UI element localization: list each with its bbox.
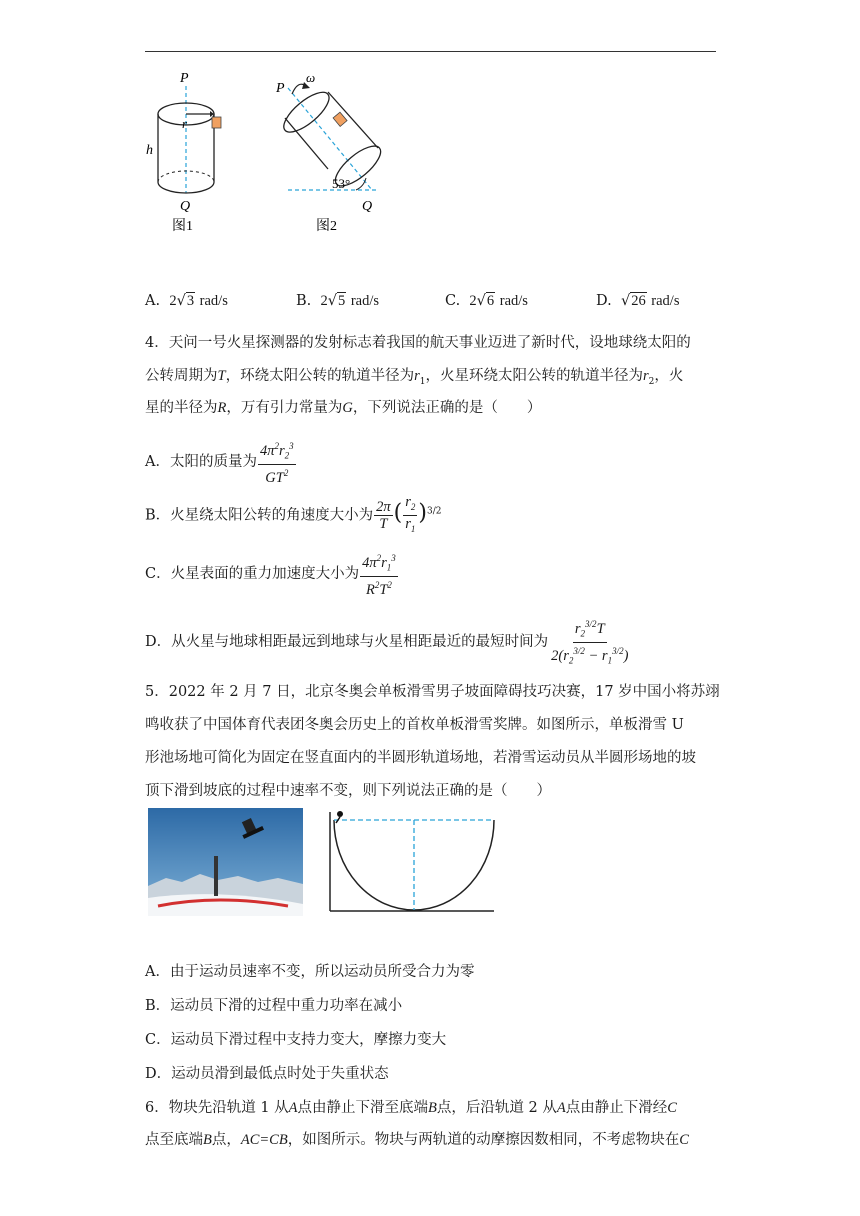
fig2-label-angle: 53° — [332, 176, 351, 191]
q5-option-b[interactable]: B．运动员下滑的过程中重力功率在减小 — [145, 998, 403, 1014]
q4-option-a[interactable]: A．太阳的质量为 $\frac{4\pi^2r_2^3}{GT^2}$ — [145, 438, 297, 486]
q3-option-c[interactable]: C. 2√6 rad/s — [445, 293, 528, 309]
q4-stem-line-2: 公转周期为T，环绕太阳公转的轨道半径为$r_1$，火星环绕太阳公转的轨道半径为$r_2$，火 — [145, 368, 684, 387]
fig1-caption: 图1 — [172, 219, 193, 234]
fig1-label-p: P — [180, 71, 189, 86]
halfpipe-diagram — [322, 808, 498, 916]
figure-2-tilted-cylinder — [275, 70, 387, 234]
q4-option-b[interactable]: B．火星绕太阳公转的角速度大小为 $\frac{2\pi}{T}$ ( $\frac{r_2}{r_1}$ )$^{3/2}$ — [145, 494, 442, 534]
q5-stem-line-4: 顶下滑到坡底的过程中速率不变，则下列说法正确的是（ ） — [145, 783, 551, 799]
q3-option-b[interactable]: B. 2√5 rad/s — [296, 293, 380, 309]
q3-figures — [140, 68, 400, 240]
q4-option-c[interactable]: C．火星表面的重力加速度大小为 $\frac{4\pi^2r_1^3}{R^2T^2}$ — [145, 550, 399, 598]
fig1-label-q: Q — [180, 199, 191, 214]
q6-stem-line-1: 6．物块先沿轨道 1 从A点由静止下滑至底端B点，后沿轨道 2 从A点由静止下滑经C — [145, 1100, 677, 1116]
q6-stem-line-2: 点至底端B点，AC=CB，如图所示。物块与两轨道的动摩擦因数相同，不考虑物块在C — [145, 1132, 689, 1148]
header-rule — [145, 51, 716, 52]
fig2-label-omega: ω — [306, 70, 316, 85]
q5-option-d[interactable]: D．运动员滑到最低点时处于失重状态 — [145, 1066, 389, 1082]
fig1-label-r: r — [182, 116, 188, 131]
snowboard-photo — [148, 808, 303, 916]
fig2-caption: 图2 — [316, 219, 337, 234]
q4-stem-line-3: 星的半径为R，万有引力常量为G，下列说法正确的是（ ） — [145, 400, 542, 416]
q5-stem-line-3: 形池场地可简化为固定在竖直面内的半圆形轨道场地，若滑雪运动员从半圆形场地的坡 — [145, 750, 696, 766]
q5-stem-line-1: 5．2022 年 2 月 7 日，北京冬奥会单板滑雪男子坡面障碍技巧决赛，17 岁中国小将苏翊 — [145, 684, 720, 700]
q4-option-d[interactable]: D．从火星与地球相距最远到地球与火星相距最近的最短时间为 $\frac{r_2^{3/2}T}{2(r_2^{3/2} - r_1^{3/2})}$ — [145, 616, 631, 668]
fig1-label-h: h — [146, 143, 153, 158]
figure-1-cylinder — [146, 71, 221, 234]
fig2-label-p: P — [276, 81, 285, 96]
q5-option-c[interactable]: C．运动员下滑过程中支持力变大，摩擦力变大 — [145, 1032, 447, 1048]
q3-option-d[interactable]: D. √26 rad/s — [596, 293, 680, 309]
q5-stem-line-2: 鸣收获了中国体育代表团冬奥会历史上的首枚单板滑雪奖牌。如图所示，单板滑雪 U — [145, 717, 684, 733]
q3-option-a[interactable]: A. 2√3 rad/s — [145, 293, 228, 309]
q4-stem-line-1: 4．天问一号火星探测器的发射标志着我国的航天事业迈进了新时代，设地球绕太阳的 — [145, 335, 691, 351]
fig2-label-q: Q — [362, 199, 373, 214]
q5-option-a[interactable]: A．由于运动员速率不变，所以运动员所受合力为零 — [145, 964, 475, 980]
